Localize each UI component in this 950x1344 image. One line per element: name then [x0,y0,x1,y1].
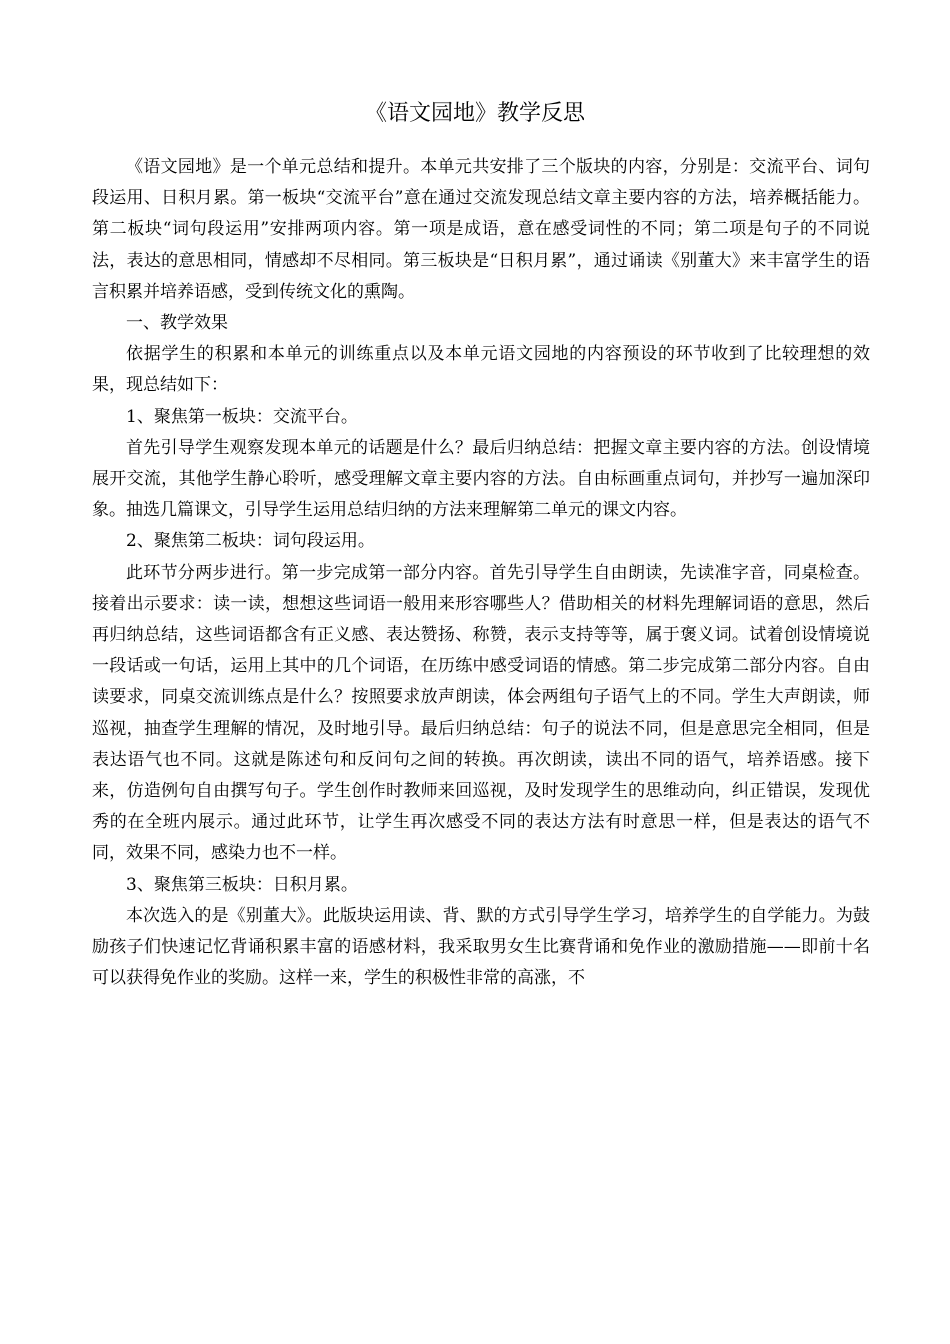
paragraph-block-1: 首先引导学生观察发现本单元的话题是什么？最后归纳总结：把握文章主要内容的方法。创设情境展开交流，其他学生静心聆听，感受理解文章主要内容的方法。自由标画重点词句，并抄写一遍加深印象。抽选几篇课文，引导学生运用总结归纳的方法来理解第二单元的课文内容。 [92,437,870,521]
paragraph-block-2: 此环节分两步进行。第一步完成第一部分内容。首先引导学生自由朗读，先读准字音，同桌检查。接着出示要求：读一读，想想这些词语一般用来形容哪些人？借助相关的材料先理解词语的意思，然后再归纳总结，这些词语都含有正义感、表达赞扬、称赞，表示支持等等，属于褒义词。试着创设情境说一段话或一句话，运用上其中的几个词语，在历练中感受词语的情感。第二步完成第二部分内容。自由读要求，同桌交流训练点是什么？按照要求放声朗读，体会两组句子语气上的不同。学生大声朗读，师巡视，抽查学生理解的情况，及时地引导。最后归纳总结：句子的说法不同，但是意思完全相同，但是表达语气也不同。这就是陈述句和反问句之间的转换。再次朗读，读出不同的语气，培养语感。接下来，仿造例句自由撰写句子。学生创作时教师来回巡视，及时发现学生的思维动向，纠正错误，发现优秀的在全班内展示。通过此环节，让学生再次感受不同的表达方法有时意思一样，但是表达的语气不同，效果不同，感染力也不一样。 [92,562,870,864]
subheading-block-1: 1、聚焦第一板块：交流平台。 [126,406,358,427]
paragraph-summary-lead: 依据学生的积累和本单元的训练重点以及本单元语文园地的内容预设的环节收到了比较理想的效果，现总结如下： [92,344,870,396]
paragraph-intro: 《语文园地》是一个单元总结和提升。本单元共安排了三个版块的内容，分别是：交流平台、词句段运用、日积月累。第一板块“交流平台”意在通过交流发现总结文章主要内容的方法，培养概括能力。第二板块“词句段运用”安排两项内容。第一项是成语，意在感受词性的不同；第二项是句子的不同说法，表达的意思相同，情感却不尽相同。第三板块是“日积月累”，通过诵读《别董大》来丰富学生的语言积累并培养语感，受到传统文化的熏陶。 [92,157,870,302]
paragraph-block-3: 本次选入的是《别董大》。此版块运用读、背、默的方式引导学生学习，培养学生的自学能力。为鼓励孩子们快速记忆背诵积累丰富的语感材料，我采取男女生比赛背诵和免作业的激励措施——即前十名可以获得免作业的奖励。这样一来，学生的积极性非常的高涨，不 [92,905,870,989]
document-body [92,152,870,994]
subheading-block-3: 3、聚焦第三板块：日积月累。 [126,874,358,895]
subheading-block-2: 2、聚焦第二板块：词句段运用。 [126,531,375,552]
section-heading-teaching-effect: 一、教学效果 [126,313,228,334]
document-title: 《语文园地》教学反思 [364,101,585,126]
